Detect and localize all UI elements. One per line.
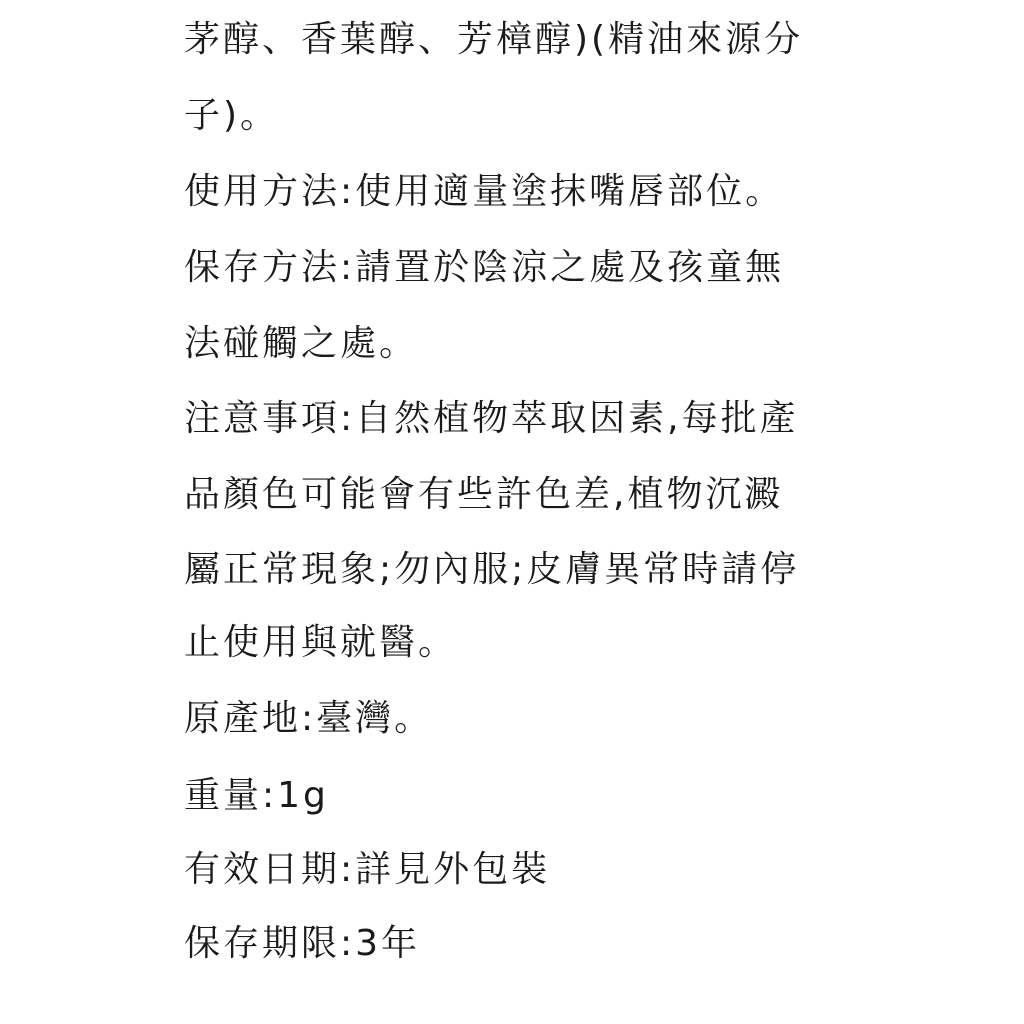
weight: 重量:1g bbox=[184, 775, 329, 816]
origin: 原產地:臺灣。 bbox=[184, 698, 434, 739]
precautions-line-2: 品顏色可能會有些許色差,植物沉澱 bbox=[184, 474, 784, 515]
precautions-line-1: 注意事項:自然植物萃取因素,每批產 bbox=[184, 398, 799, 439]
storage-instructions-line-1: 保存方法:請置於陰涼之處及孩童無 bbox=[184, 247, 785, 288]
usage-instructions: 使用方法:使用適量塗抹嘴唇部位。 bbox=[184, 171, 785, 212]
precautions-line-4: 止使用與就醫。 bbox=[184, 622, 458, 663]
ingredients-continued-line-2: 子)。 bbox=[184, 95, 280, 136]
ingredients-continued-line-1: 茅醇、香葉醇、芳樟醇)(精油來源分 bbox=[184, 19, 804, 60]
storage-instructions-line-2: 法碰觸之處。 bbox=[184, 323, 419, 364]
expiry-date: 有效日期:詳見外包裝 bbox=[184, 849, 551, 890]
shelf-life: 保存期限:3年 bbox=[184, 923, 421, 964]
precautions-line-3: 屬正常現象;勿內服;皮膚異常時請停 bbox=[184, 549, 800, 590]
